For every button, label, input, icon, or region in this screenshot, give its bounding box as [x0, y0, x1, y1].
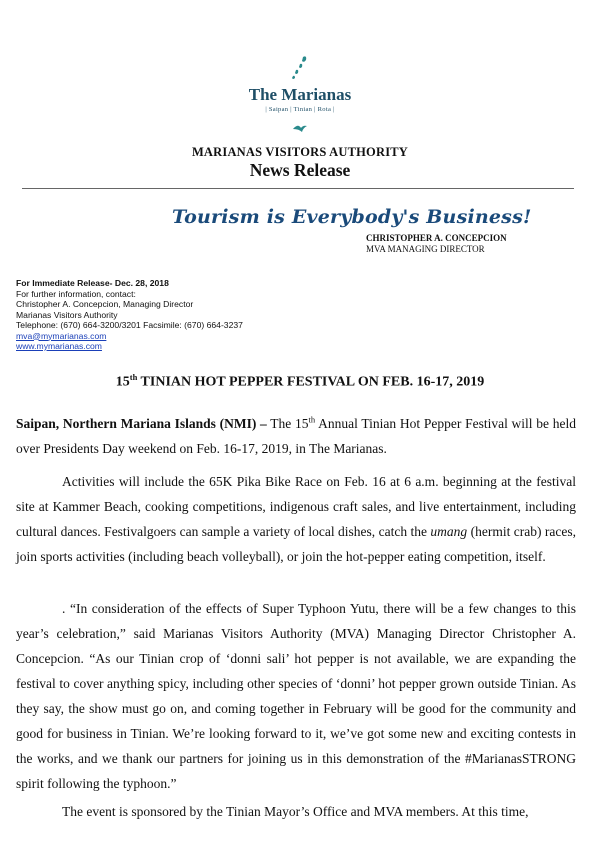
- release-date: For Immediate Release- Dec. 28, 2018: [16, 278, 169, 288]
- signatory-title: MVA MANAGING DIRECTOR: [366, 244, 485, 254]
- headline-text: TINIAN HOT PEPPER FESTIVAL ON FEB. 16-17, 2019: [137, 374, 485, 390]
- headline: [0, 372, 600, 391]
- signatory-name: CHRISTOPHER A. CONCEPCION: [366, 233, 507, 243]
- contact-line: Christopher A. Concepcion, Managing Director: [16, 299, 194, 309]
- paragraph-sup: th: [308, 414, 316, 425]
- slogan: Tourism is Everybody's Business!: [172, 206, 532, 228]
- contact-phone: Telephone: (670) 664-3200/3201 Facsimile: (670) 664-3237: [16, 320, 243, 330]
- contact-block: [16, 278, 243, 352]
- email-link[interactable]: mva@mymarianas.com: [16, 330, 107, 341]
- paragraph-text: Annual Tinian Hot Pepper Festival will be held over Presidents Day weekend on Feb. 16-17, 2019, in The Marianas.: [16, 416, 576, 456]
- logo-islands: | Saipan | Tinian | Rota |: [265, 106, 335, 113]
- contact-line: Marianas Visitors Authority: [16, 309, 118, 320]
- contact-line: For further information, contact:: [16, 288, 136, 299]
- paragraph-text: Activities will include the 65K Pika Bike Race on Feb. 16 at 6 a.m. beginning at the festival site at Kammer Beach, cooking competitions, indigenous craft sales, and live entertainment, including cultural dances. Festivalgoers can sample a variety of local dishes, catch the: [16, 474, 576, 539]
- org-name: MARIANAS VISITORS AUTHORITY: [191, 145, 409, 159]
- emphasis-umang: umang: [430, 524, 468, 539]
- paragraph-1: [16, 411, 576, 461]
- dateline: Saipan, Northern Mariana Islands (NMI) –: [16, 416, 267, 431]
- headline-number: 15: [115, 374, 130, 390]
- logo-name: The Marianas: [248, 85, 352, 104]
- release-title: News Release: [249, 160, 351, 180]
- paragraph-2: [16, 469, 576, 569]
- header-divider: [22, 188, 574, 189]
- islands-mark-icon: [283, 55, 317, 85]
- marianas-logo: [235, 55, 365, 135]
- paragraph-4: The event is sponsored by the Tinian Mayor’s Office and MVA members. At this time,: [62, 804, 529, 819]
- paragraph-3: . “In consideration of the effects of Super Typhoon Yutu, there will be a few changes to this year’s celebration,” said Marianas Visitors Authority (MVA) Managing Director Christopher A. Concepcion. “As our Tinian crop of ‘donni sali’ hot pepper is not available, we are expanding the festival to cover anything spicy, including other species of ‘donni’ hot pepper grown outside Tinian. As they say, the show must go on, and coming together in February will be good for the community and good for business in Tinian. We’re looking forward to it, we’ve got some new and exciting contests in the works, and we thank our partners for joining us in this demonstration of the #MarianasSTRONG spirit following the typhoon.”: [16, 601, 576, 791]
- bird-icon: [293, 123, 307, 133]
- paragraph-text: The 15: [266, 416, 309, 431]
- website-link[interactable]: www.mymarianas.com: [16, 341, 102, 351]
- paragraph-text: (hermit crab) races, join sports activities (including beach volleyball), or join the hot-pepper eating competition, itself.: [16, 524, 576, 564]
- headline-sup: th: [129, 372, 138, 382]
